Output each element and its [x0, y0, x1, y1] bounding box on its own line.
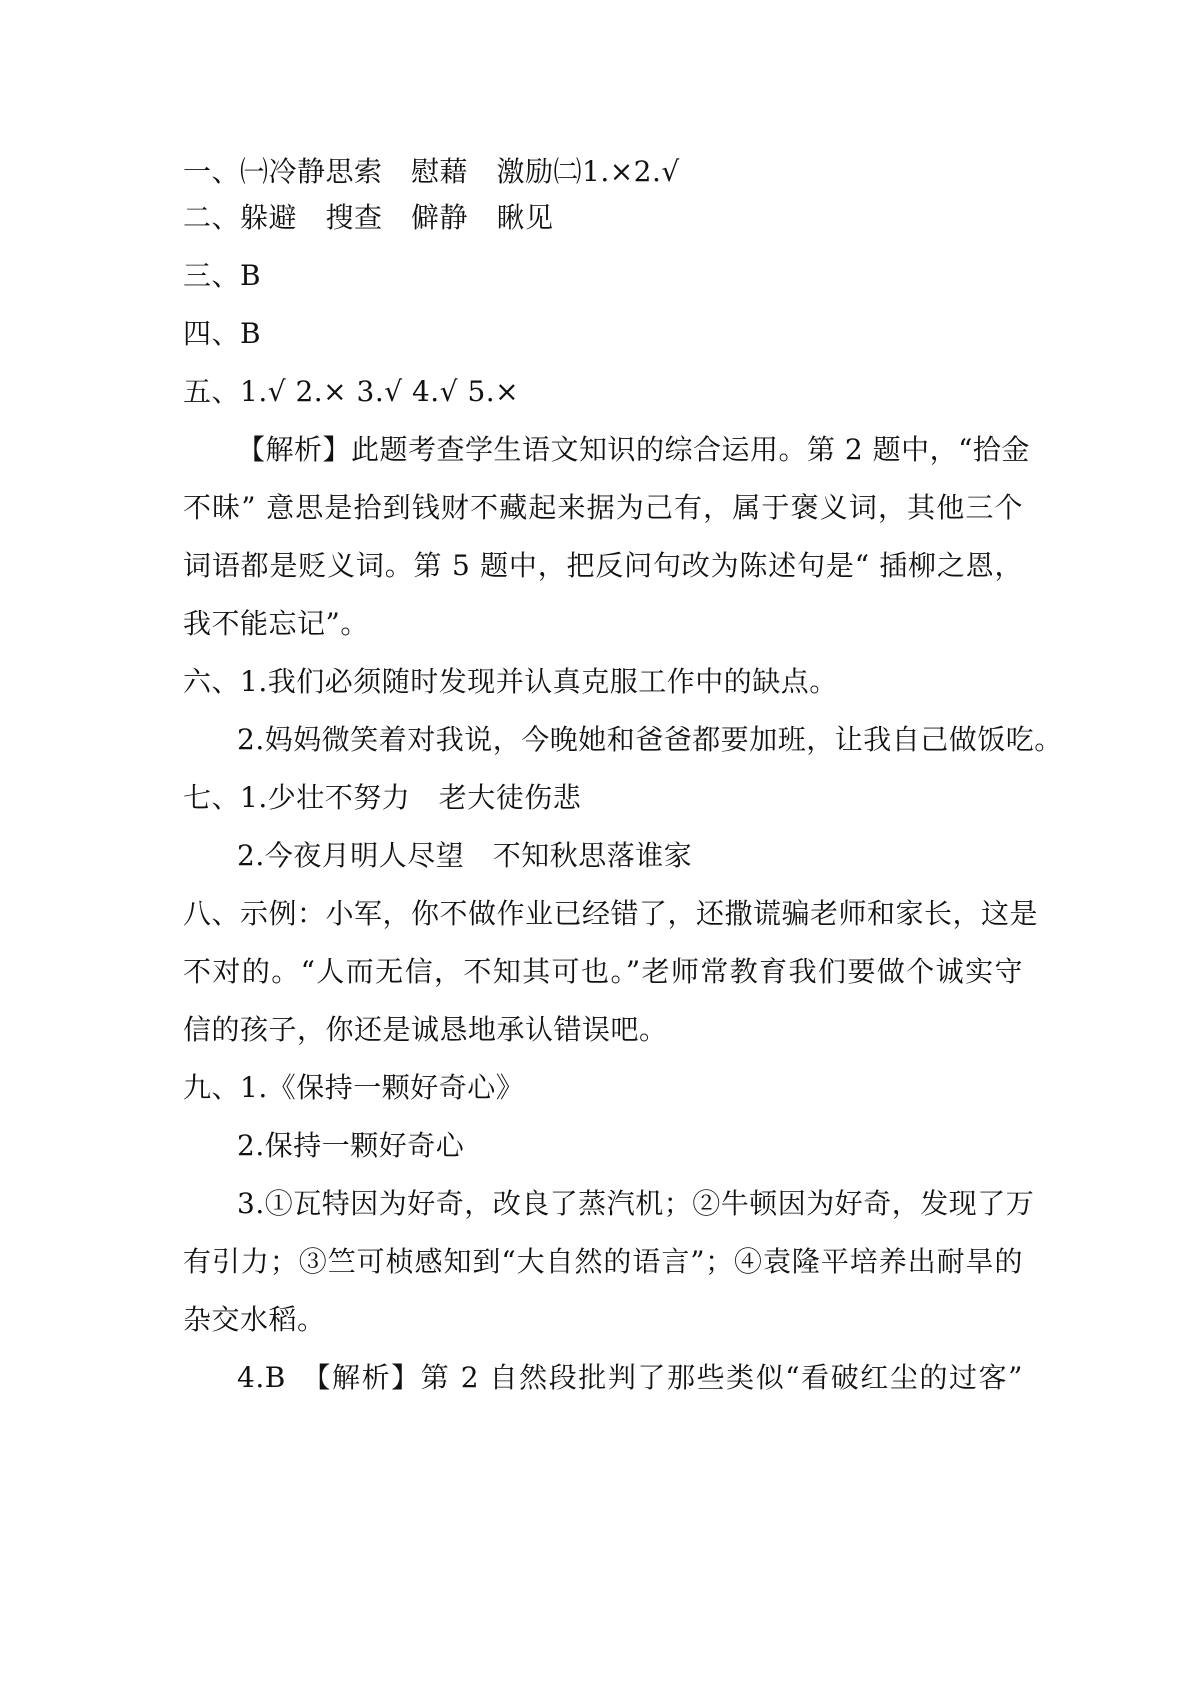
answer-4: 四、B [183, 317, 262, 350]
answer-8-line-3: 信的孩子，你还是诚恳地承认错误吧。 [183, 1013, 668, 1046]
answer-9-3-line-1: 3.①瓦特因为好奇，改良了蒸汽机；②牛顿因为好奇，发现了万 [237, 1187, 1035, 1220]
answer-9-3-line-2: 有引力；③竺可桢感知到“大自然的语言”；④袁隆平培养出耐旱的 [183, 1245, 1023, 1278]
answer-5: 五、1.√ 2.× 3.√ 4.√ 5.× [183, 375, 520, 408]
answer-9-4: 4.B 【解析】第 2 自然段批判了那些类似“看破红尘的过客” [237, 1361, 1023, 1394]
answer-9-3-line-3: 杂交水稻。 [183, 1303, 326, 1336]
answer-2: 二、躲避 搜查 僻静 瞅见 [183, 201, 554, 234]
answer-1: 一、㈠冷静思索 慰藉 激励㈡1.×2.√ [183, 155, 680, 188]
analysis-line-1: 【解析】此题考查学生语文知识的综合运用。第 2 题中，“拾金 [237, 433, 1030, 466]
answer-9-2: 2.保持一颗好奇心 [237, 1129, 465, 1162]
answer-6-2: 2.妈妈微笑着对我说，今晚她和爸爸都要加班，让我自己做饭吃。 [237, 723, 1063, 756]
answer-3: 三、B [183, 259, 262, 292]
answer-8-line-2: 不对的。“人而无信，不知其可也。”老师常教育我们要做个诚实守 [183, 955, 1023, 988]
answer-8-line-1: 八、示例：小军，你不做作业已经错了，还撒谎骗老师和家长，这是 [183, 897, 1039, 930]
answer-6-1: 六、1.我们必须随时发现并认真克服工作中的缺点。 [183, 665, 838, 698]
analysis-line-4: 我不能忘记”。 [183, 607, 369, 640]
answer-9-1: 九、1.《保持一颗好奇心》 [183, 1071, 525, 1104]
analysis-line-3: 词语都是贬义词。第 5 题中，把反问句改为陈述句是“ 插柳之恩， [183, 549, 1023, 582]
analysis-line-2: 不昧” 意思是拾到钱财不藏起来据为己有，属于褒义词，其他三个 [183, 491, 1023, 524]
answer-7-1: 七、1.少壮不努力 老大徒伤悲 [183, 781, 582, 814]
answer-7-2: 2.今夜月明人尽望 不知秋思落谁家 [237, 839, 693, 872]
